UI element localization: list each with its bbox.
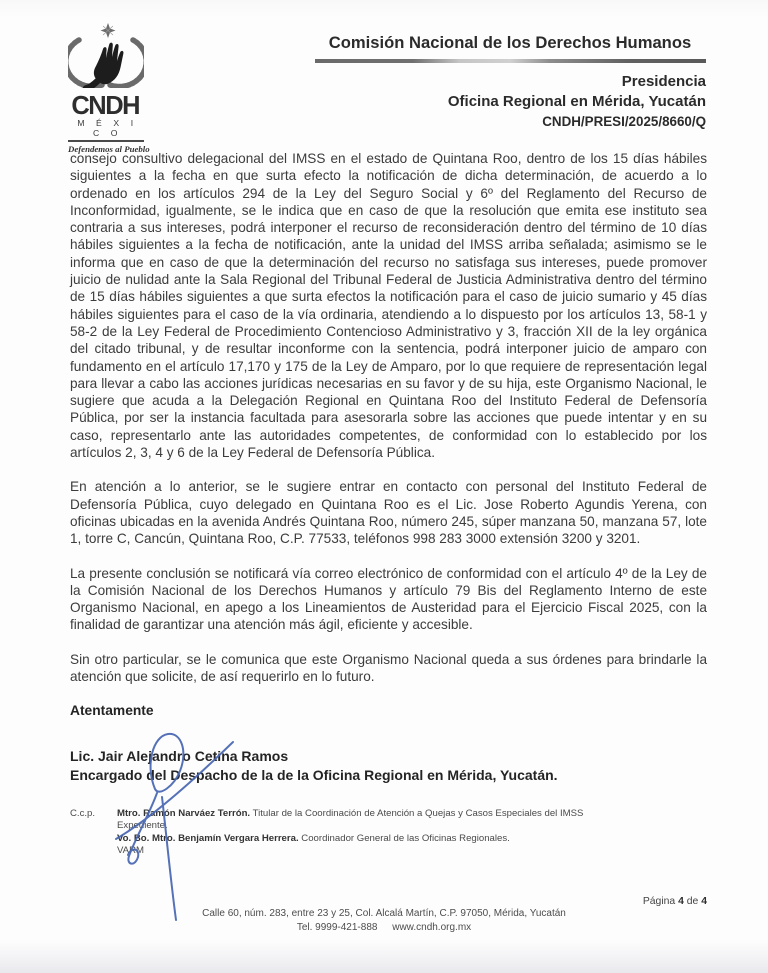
footer-phone: Tel. 9999-421-888 [296, 922, 378, 933]
ccp-entry-name: Vo. Bo. Mtro. Benjamín Vergara Herrera. [117, 832, 299, 844]
ccp-entry-role: Coordinador General de las Oficinas Regionales. [301, 832, 510, 844]
letter-body [70, 150, 707, 858]
paragraph-4: Sin otro particular, se le comunica que este Organismo Nacional queda a sus órdenes para brindarle la atención que solicite, de así requerirlo en lo futuro. [70, 651, 707, 685]
page-number-total: 4 [701, 896, 707, 907]
ccp-entry-name: Mtro. Ramón Narváez Terrón. [117, 807, 251, 819]
paragraph-2: En atención a lo anterior, se le sugiere entrar en contacto con personal del Instituto Federal de Defensoría Pública, cuyo delegado en Quintana Roo es el Lic. Jose Roberto Agundis Yerena, con oficinas ubicadas en la avenida Andrés Quintana Roo, número 245, súper manzana 50, manzana 57, lote 1, torre C, Cancún, Quintana Roo, C.P. 77533, teléfonos 998 283 3000 extensión 3200 y 3201. [70, 479, 707, 547]
ccp-entry [117, 808, 617, 833]
logo-motto: Defendemos al Pueblo [68, 143, 150, 154]
signature-block [70, 747, 707, 785]
page-number-current: 4 [678, 896, 684, 907]
cndh-emblem-icon [68, 22, 144, 88]
ccp-entry [117, 833, 617, 846]
signer-name: Lic. Jair Alejandro Cetina Ramos [70, 747, 289, 764]
footer-contact [0, 922, 768, 933]
header-right-block [448, 72, 706, 131]
logo-rule [68, 140, 144, 142]
ccp-entries [117, 808, 617, 846]
page-number-separator: de [686, 896, 699, 907]
ccp-section [70, 808, 707, 858]
signer-title: Encargado del Despacho de la de la Oficina Regional en Mérida, Yucatán. [70, 766, 558, 783]
header-dept: Presidencia [621, 73, 706, 90]
header-office: Oficina Regional en Mérida, Yucatán [447, 93, 706, 110]
header-reference-number: CNDH/PRESI/2025/8660/Q [542, 114, 706, 129]
title-divider [315, 59, 706, 63]
footer-website: www.cndh.org.mx [392, 922, 472, 933]
page-number-prefix: Página [642, 896, 676, 907]
logo-acronym: CNDH [71, 90, 140, 120]
ccp-initials: VARM [117, 845, 145, 857]
page-number [643, 896, 707, 907]
cndh-logo [68, 22, 150, 154]
footer-address: Calle 60, núm. 283, entre 23 y 25, Col. Alcalá Martín, C.P. 97050, Mérida, Yucatán [202, 908, 566, 919]
logo-country: M É X I C O [77, 118, 138, 138]
closing-salutation: Atentamente [70, 703, 154, 719]
org-title: Comisión Nacional de los Derechos Humanos [328, 33, 692, 52]
ccp-entry-role: Titular de la Coordinación de Atención a Quejas y Casos Especiales del IMSS Expediente. [117, 807, 584, 832]
paragraph-1: consejo consultivo delegacional del IMSS en el estado de Quintana Roo, dentro de los 15 días hábiles siguientes a la fecha en que surta efecto la notificación de dicha determinación, de acuerdo a lo ordenado en los artículos 294 de la Ley del Seguro Social y 6º del Reglamento del Recurso de Inconformidad, igualmente, se le indica que en caso de que la resolución que emita ese instituto sea contraria a sus intereses, podrá interponer el recurso de reconsideración dentro del término de 10 días hábiles siguientes a la fecha de notificación, ante la unidad del IMSS arriba señalada; asimismo se le informa que en caso de que la determinación del recurso no satisfaga sus intereses, puede promover juicio de nulidad ante la Sala Regional del Tribunal Federal de Justicia Administrativa dentro del término de 15 días hábiles siguientes a que surta efectos la notificación para el caso de juicio sumario y 45 días hábiles siguientes para el caso de la vía ordinaria, atendiendo a lo dispuesto por los artículos 13, 58-1 y 58-2 de la Ley Federal de Procedimiento Contencioso Administrativo y 3, fracción XII de la ley orgánica del citado tribunal, y de resultar inconforme con la sentencia, podrá interponer juicio de amparo con fundamento en el artículo 17,170 y 175 de la Ley de Amparo, por lo que requiere de representación legal para llevar a cabo las acciones jurídicas necesarias en su favor y de su hija, este Organismo Nacional, le sugiere que acuda a la Delegación Regional en Quintana Roo del Instituto Federal de Defensoría Pública, por ser la instancia facultada para asesorarla sobre las acciones que puede intentar y en su caso, representarlo ante las autoridades competentes, de conformidad con lo establecido por los artículos 2, 3, 4 y 6 de la Ley Federal de Defensoría Pública. [70, 151, 707, 461]
paragraph-3: La presente conclusión se notificará vía correo electrónico de conformidad con el artículo 4º de la Ley de la Comisión Nacional de los Derechos Humanos y artículo 79 Bis del Reglamento Interno de este Organismo Nacional, en apego a los Lineamientos de Austeridad para el Ejercicio Fiscal 2025, con la finalidad de garantizar una atención más ágil, eficiente y accesible. [70, 565, 707, 633]
ccp-label: C.c.p. [70, 807, 96, 819]
